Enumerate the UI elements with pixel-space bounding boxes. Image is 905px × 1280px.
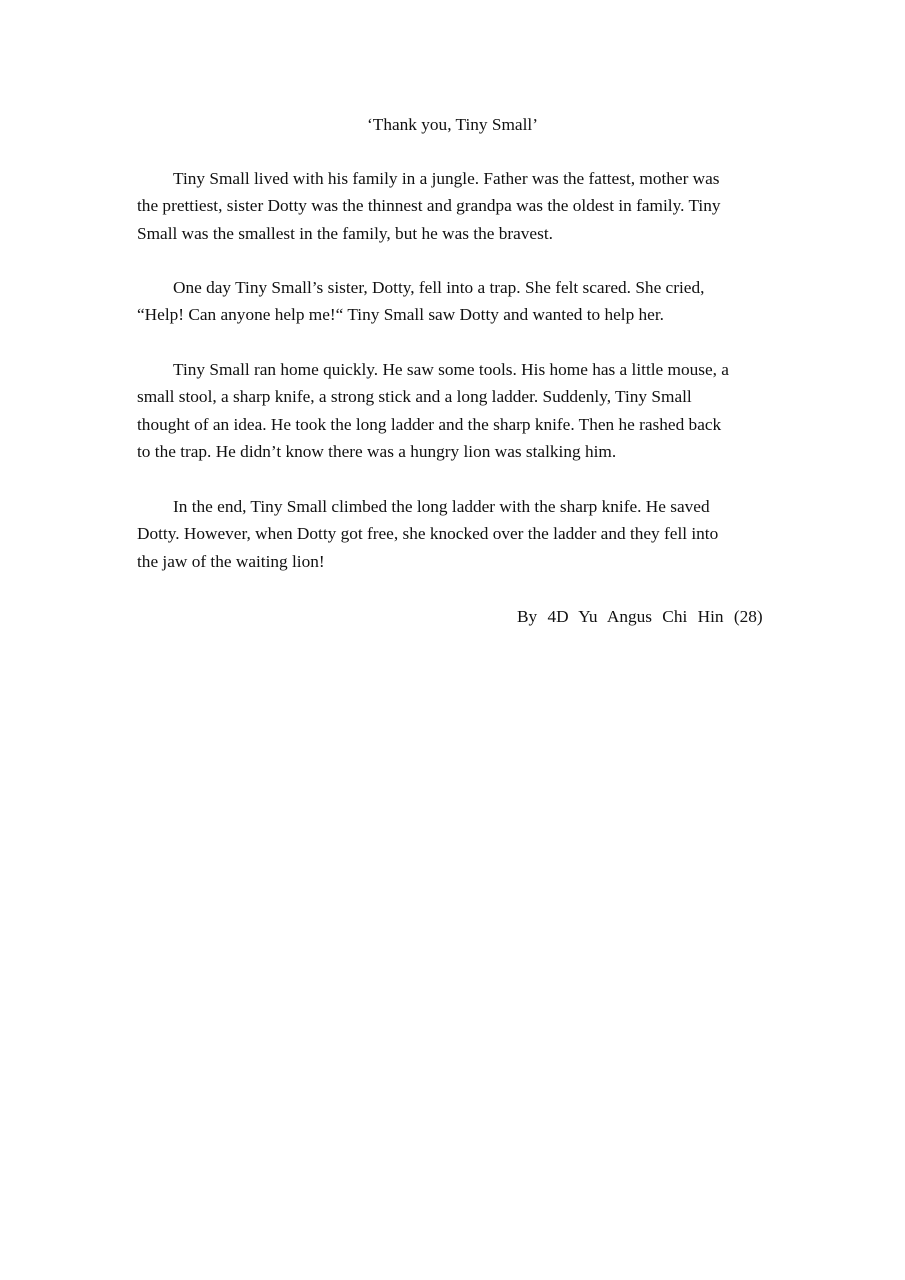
paragraph-line: In the end, Tiny Small climbed the long ladder with the sharp knife. He saved	[173, 497, 710, 516]
story-title: ‘Thank you, Tiny Small’	[367, 115, 538, 134]
paragraph-line: to the trap. He didn’t know there was a hungry lion was stalking him.	[137, 441, 617, 461]
paragraph-line: One day Tiny Small’s sister, Dotty, fell into a trap. She felt scared. She cried,	[173, 278, 705, 297]
paragraph-line: Tiny Small ran home quickly. He saw some tools. His home has a little mouse, a	[173, 360, 729, 379]
paragraph-4	[137, 493, 777, 575]
paragraph-line: the prettiest, sister Dotty was the thinnest and grandpa was the oldest in family. Tiny	[137, 196, 721, 216]
paragraph-line: the jaw of the waiting lion!	[137, 551, 325, 571]
paragraph-line: thought of an idea. He took the long ladder and the sharp knife. Then he rashed back	[137, 414, 722, 434]
paragraph-line: small stool, a sharp knife, a strong stick and a long ladder. Suddenly, Tiny Small	[137, 387, 692, 407]
paragraph-line: Tiny Small lived with his family in a jungle. Father was the fattest, mother was	[173, 169, 720, 188]
paragraph-1	[137, 165, 777, 247]
paragraph-line: Small was the smallest in the family, but he was the bravest.	[137, 223, 553, 243]
paragraph-2	[137, 274, 777, 329]
paragraph-3	[137, 356, 777, 465]
author-byline: By 4D Yu Angus Chi Hin (28)	[517, 607, 763, 626]
paragraph-line: “Help! Can anyone help me!“ Tiny Small saw Dotty and wanted to help her.	[137, 305, 664, 325]
paragraph-line: Dotty. However, when Dotty got free, she knocked over the ladder and they fell into	[137, 524, 719, 544]
